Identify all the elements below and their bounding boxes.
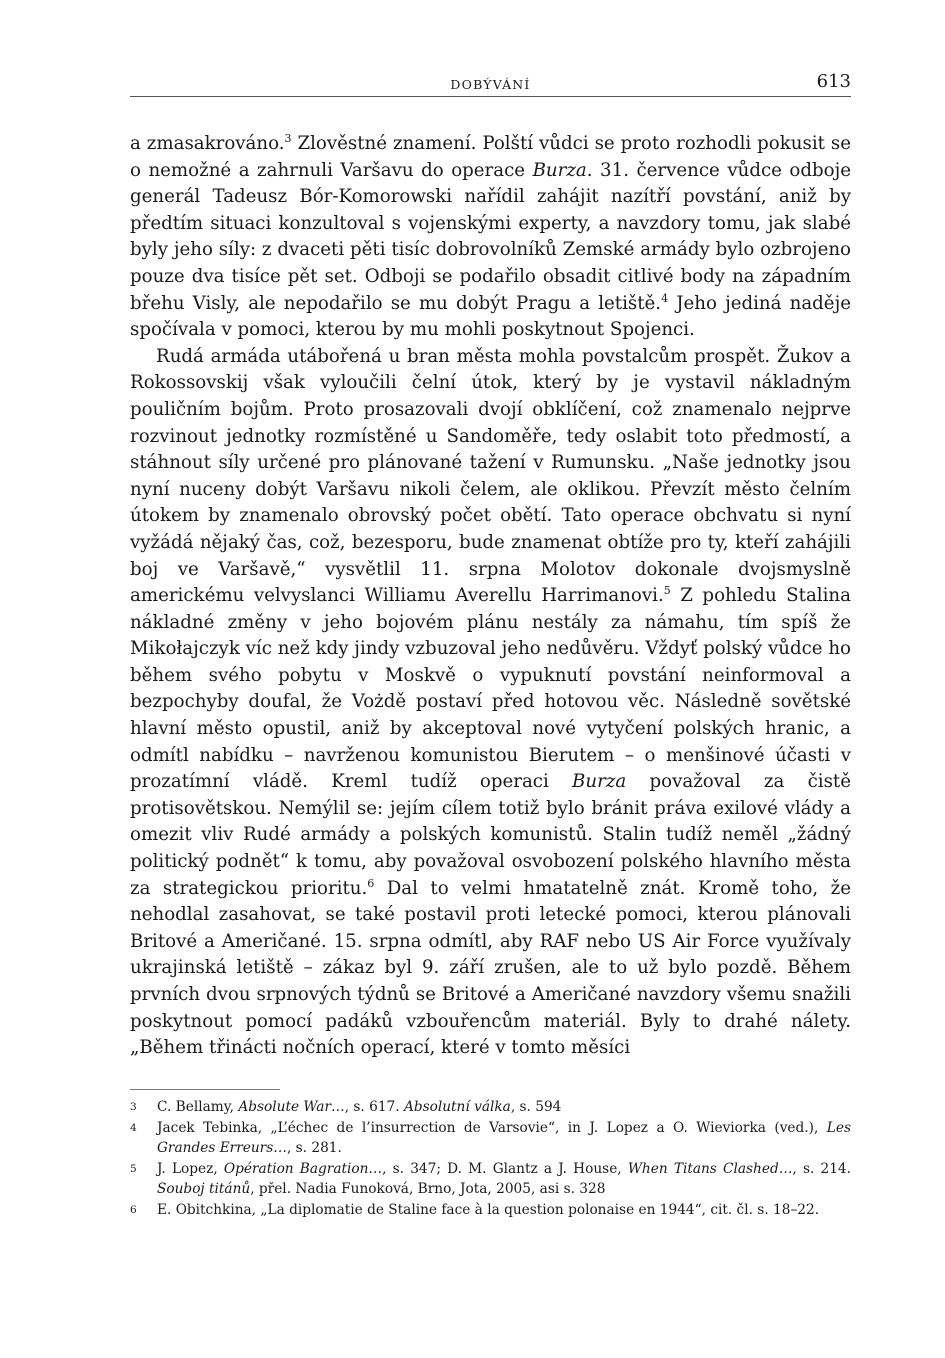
footnote-text: , s. 347; D. M. Glantz a J. House, (382, 1160, 628, 1177)
text-run: Jeho jediná naděje spočívala v pomoci, kterou by mu mohli poskytnout Spojenci. (130, 292, 851, 341)
footnote-number: 6 (130, 1203, 137, 1216)
footnote-text: , s. 214. (792, 1160, 851, 1177)
text-run: . 31. července vůdce odboje generál Tadeusz Bór-Komorowski nařídil zahájit nazítří povstání, aniž by předtím situaci konzultoval s vojenskými experty, a navzdory tomu, jak slabé byly jeho síly: z dvaceti pěti tisíc dobrovolníků Zemské armády bylo ozbrojeno pouze dva tisíce pět set. Odboji se podařilo obsadit citlivé body na západním břehu Visly, ale nepodařilo se mu dobýt Pragu a letiště. (130, 159, 852, 314)
footnote-text: , s. 617. (344, 1099, 404, 1115)
footnotes (130, 1097, 851, 1220)
footnote (130, 1118, 851, 1159)
footnote-number: 5 (130, 1162, 137, 1175)
footnote (130, 1159, 851, 1200)
footnote-ref: 4 (661, 291, 669, 305)
footnote-italic: Absolutní válka (403, 1099, 511, 1115)
running-title: DOBÝVÁNÍ (450, 77, 531, 92)
italic-term: Burza (532, 159, 587, 181)
text-run: Z pohledu Stalina nákladné změny v jeho bojovém plánu nestály za námahu, tím spíš že Mikołajczyk víc než kdy jindy vzbuzoval jeho nedůvěru. Vždyť polský vůdce ho během svého pobytu v Moskvě o vypuknutí povstání neinformoval a bezpochyby doufal, že Vożdě postaví před hotovou věc. Následně sovětské hlavní město opustil, aniž by akceptoval nové vytyčení polských hranic, a odmítl nabídku – navrženou komunistou Bierutem – o menšinové účasti v prozatímní vládě. Kreml tudíž operaci (130, 585, 851, 793)
footnote (130, 1200, 851, 1221)
footnote-italic: Souboj titánů (157, 1181, 251, 1197)
text-run: Rudá armáda utábořená u bran města mohla povstalcům prospět. Žukov a Rokossovskij však vyloučili čelní útok, který by je vystavil nákladným pouličním bojům. Proto prosazovali dvojí obklíčení, což znamenalo nejprve rozvinout jednotky rozmístěné u Sandoměře, tedy oslabit toto předmostí, a stáhnout síly určené pro plánované tažení v Rumunsku. „Naše jednotky jsou nyní nuceny dobýt Varšavu nikoli čelem, ale oklikou. Převzít město čelním útokem by znamenalo obrovský počet obětí. Tato operace obchvatu si nyní vyžádá nějaký čas, což, bezesporu, bude znamenat obtíže pro ty, kteří zahájili boj ve Varšavě,“ vysvětlil 11. srpna Molotov dokonale dvojsmyslně americkému velvyslanci Williamu Averellu Harrimanovi. (130, 345, 851, 607)
main-text (130, 131, 851, 1062)
italic-term: Burza (572, 771, 627, 793)
paragraph (130, 344, 851, 1062)
footnote-text: J. Lopez, (157, 1160, 224, 1177)
footnote-text: , přel. Nadia Funoková, Brno, Jota, 2005, asi s. 328 (250, 1181, 606, 1197)
footnote-number: 4 (130, 1121, 137, 1134)
running-header (130, 70, 851, 97)
footnote-italic: When Titans Clashed… (627, 1160, 793, 1177)
page-number: 613 (816, 71, 851, 92)
footnote-number: 3 (130, 1101, 137, 1113)
text-run: a zmasakrováno. (130, 133, 285, 154)
footnote-ref: 3 (284, 131, 292, 145)
text-run: Zlověstné znamení. Polští vůdci se proto rozhodli pokusit se o nemožné a zahrnuli Varšavu do operace (130, 133, 851, 181)
footnote-text: C. Bellamy, (157, 1099, 239, 1115)
text-run: Dal to velmi hmatatelně znát. Kromě toho, že nehodlal zasahovat, se také postavil proti letecké pomoci, kterou plánovali Britové a Američané. 15. srpna odmítl, aby RAF nebo US Air Force využívaly ukrajinská letiště – zákaz byl 9. září zrušen, ale to už bylo pozdě. Během prvních dvou srpnových týdnů se Britové a Američané navzdory všemu snažili poskytnout pomocí padáků vzbouřencům materiál. Byly to drahé nálety. „Během třinácti nočních operací, které v tomto měsíci (130, 877, 851, 1059)
footnote-ref: 5 (663, 584, 671, 598)
footnote-text: , s. 281. (286, 1140, 342, 1156)
footnote-italic: Les Grandes Erreurs… (157, 1119, 851, 1156)
footnote-text: Jacek Tebinka, „L’échec de l’insurrection de Varsovie“, in J. Lopez a O. Wieviorka (ved.), (157, 1119, 827, 1136)
footnote-italic: Opération Bagration… (223, 1160, 383, 1177)
footnote-separator (130, 1089, 280, 1090)
paragraph (130, 131, 851, 344)
footnote-ref: 6 (367, 876, 375, 890)
text-run: považoval za čistě protisovětskou. Nemýlil se: jejím cílem totiž bylo bránit práva exilové vlády a omezit vliv Rudé armády a polských komunistů. Stalin tudíž neměl „žádný politický podnět“ k tomu, aby považoval osvobození polského hlavního města za strategickou prioritu. (130, 771, 851, 899)
footnote-text: E. Obitchkina, „La diplomatie de Staline face à la question polonaise en 1944“, cit. čl. s. 18–22. (157, 1201, 820, 1218)
footnote-italic: Absolute War… (238, 1099, 345, 1115)
footnote-text: , s. 594 (510, 1099, 562, 1115)
footnote (130, 1097, 851, 1118)
